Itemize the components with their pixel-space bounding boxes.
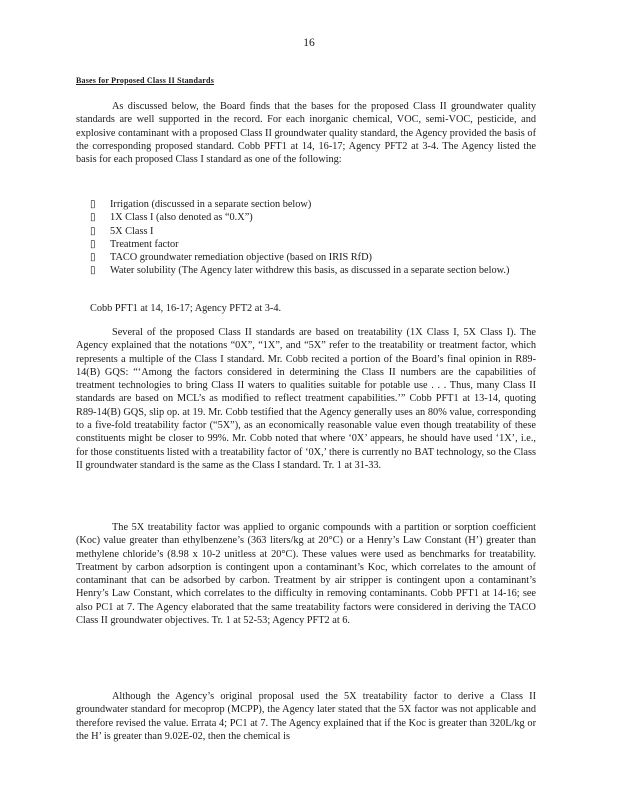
- basis-list: [90, 198, 536, 278]
- paragraph-bases-intro: As discussed below, the Board finds that the bases for the proposed Class II groundwater quality standards are well supported in the record. For each inorganic chemical, VOC, semi-VOC, pesticide, and explosive contaminant with a proposed Class II groundwater quality standard, the Agency provided the basis of the corresponding proposed standard. Cobb PFT1 at 14, 16-17; Agency PFT2 at 3-4. The Agency listed the basis for each proposed Class I standard as one of the following:: [76, 101, 536, 166]
- list-citation: Cobb PFT1 at 14, 16-17; Agency PFT2 at 3-4.: [90, 303, 282, 314]
- list-item: [90, 251, 536, 264]
- checkbox-bullet-icon: ▯: [90, 199, 96, 210]
- list-item: [90, 225, 536, 238]
- list-item: [90, 198, 536, 211]
- list-item-text: TACO groundwater remediation objective (based on IRIS RfD): [110, 252, 372, 264]
- paragraph-mecoprop: Although the Agency’s original proposal used the 5X treatability factor to derive a Class II groundwater standard for mecoprop (MCPP), the Agency later stated that the 5X factor was not applicable and therefore revised the value. Errata 4; PC1 at 7. The Agency explained that if the Koc is greater than 320L/kg or the H’ is greater than 9.02E-02, then the chemical is: [76, 691, 536, 742]
- page-number: 16: [303, 37, 315, 49]
- checkbox-bullet-icon: ▯: [90, 238, 96, 250]
- list-item: [90, 264, 536, 277]
- list-item-text: Treatment factor: [110, 238, 179, 250]
- section-heading: Bases for Proposed Class II Standards: [76, 76, 215, 85]
- paragraph-5x-factor: The 5X treatability factor was applied to organic compounds with a partition or sorption coefficient (Koc) value greater than ethylbenzene’s (363 liters/kg at 20°C) or a Henry’s Law Constant (H’) greater than methylene chloride’s (8.98 x 10-2 unitless at 20°C). These values were used as benchmarks for treatability. Treatment by carbon adsorption is contingent upon a contaminant’s Koc, which correlates to the amount of contaminant that can be adsorbed by carbon. Treatment by air stripper is contingent upon a contaminant’s Henry’s Law Constant, which correlates to the difficulty in removing contaminants. Cobb PFT1 at 14-16; see also PC1 at 7. The Agency elaborated that the same treatability factors were considered in deriving the TACO Class II groundwater objectives. Tr. 1 at 52-53; Agency PFT2 at 6.: [76, 522, 536, 627]
- paragraph-treatability: Several of the proposed Class II standards are based on treatability (1X Class I, 5X Class I). The Agency explained that the notations “0X”, “1X”, and “5X” refer to the treatability or treatment factor, which represents a multiple of the Class I standard. Mr. Cobb recited a portion of the Board’s final opinion in R89-14(B) GQS: “‘Among the factors considered in determining the Class II numbers are the capabilities of treatment technologies to bring Class II waters to qualities suitable for potable use . . . Thus, many Class II standards are based on MCL’s as modified to reflect treatment capabilities.’” Cobb PFT1 at 13-14, quoting R89-14(B) GQS, slip op. at 19. Mr. Cobb testified that the Agency generally uses an 80% value, corresponding to a five-fold treatability factor (“5X”), as an economically reasonable value even though treatability of these constituents might be closer to 99%. Mr. Cobb noted that where ‘0X’ appears, he should have used ‘1X’, i.e., for those constituents listed with a treatability factor of ‘0X,’ there is currently no BAT technology, so the Class II groundwater standard is the same as the Class I standard. Tr. 1 at 31-33.: [76, 327, 536, 471]
- checkbox-bullet-icon: ▯: [90, 212, 96, 224]
- list-item: [90, 211, 536, 224]
- list-item-text: 5X Class I: [110, 225, 154, 237]
- checkbox-bullet-icon: ▯: [90, 265, 96, 277]
- list-item-text: Irrigation (discussed in a separate section below): [110, 199, 312, 210]
- list-item-text: Water solubility (The Agency later withdrew this basis, as discussed in a separate section below.): [110, 265, 510, 277]
- list-item-text: 1X Class I (also denoted as “0.X”): [110, 212, 253, 224]
- list-item: [90, 238, 536, 251]
- checkbox-bullet-icon: ▯: [90, 252, 96, 264]
- checkbox-bullet-icon: ▯: [90, 225, 96, 237]
